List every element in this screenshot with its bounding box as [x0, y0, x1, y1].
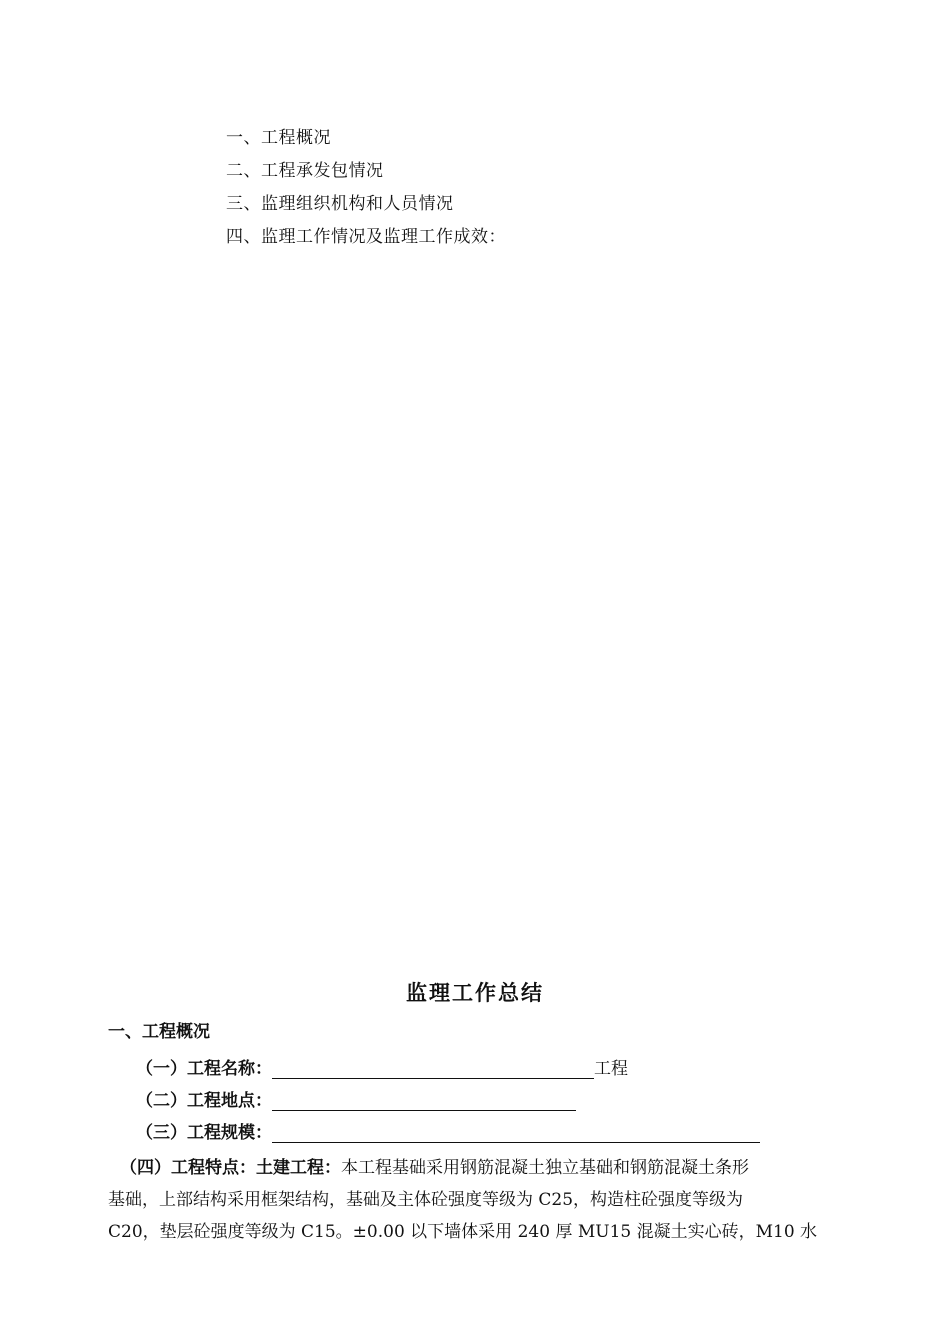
toc-item: 三、监理组织机构和人员情况	[226, 194, 454, 214]
project-scale-blank	[272, 1122, 760, 1143]
features-label: （四）工程特点：	[120, 1158, 256, 1178]
features-text: 本工程基础采用钢筋混凝土独立基础和钢筋混凝土条形	[341, 1158, 749, 1178]
project-features-paragraph	[108, 1152, 828, 1248]
project-name-suffix: 工程	[594, 1059, 628, 1079]
document-title: 监理工作总结	[406, 980, 544, 1005]
project-location-field	[136, 1088, 576, 1114]
paragraph-line: 基础，上部结构采用框架结构，基础及主体砼强度等级为 C25，构造柱砼强度等级为	[108, 1190, 744, 1210]
toc-item: 一、工程概况	[226, 128, 331, 148]
project-scale-label: （三）工程规模：	[136, 1123, 272, 1143]
project-location-blank	[272, 1090, 576, 1111]
table-of-contents	[226, 122, 506, 254]
toc-item: 四、监理工作情况及监理工作成效：	[226, 227, 506, 247]
paragraph-line	[108, 1152, 828, 1184]
toc-item: 二、工程承发包情况	[226, 161, 384, 181]
project-name-blank	[272, 1058, 594, 1079]
project-scale-field	[136, 1120, 760, 1146]
project-name-field	[136, 1056, 628, 1082]
section-heading: 一、工程概况	[108, 1022, 210, 1042]
project-location-label: （二）工程地点：	[136, 1091, 272, 1111]
project-name-label: （一）工程名称：	[136, 1059, 272, 1079]
paragraph-line: C20，垫层砼强度等级为 C15。±0.00 以下墙体采用 240 厚 MU15 混凝土实心砖，M10 水	[108, 1222, 818, 1242]
features-sublabel: 土建工程：	[256, 1158, 341, 1178]
